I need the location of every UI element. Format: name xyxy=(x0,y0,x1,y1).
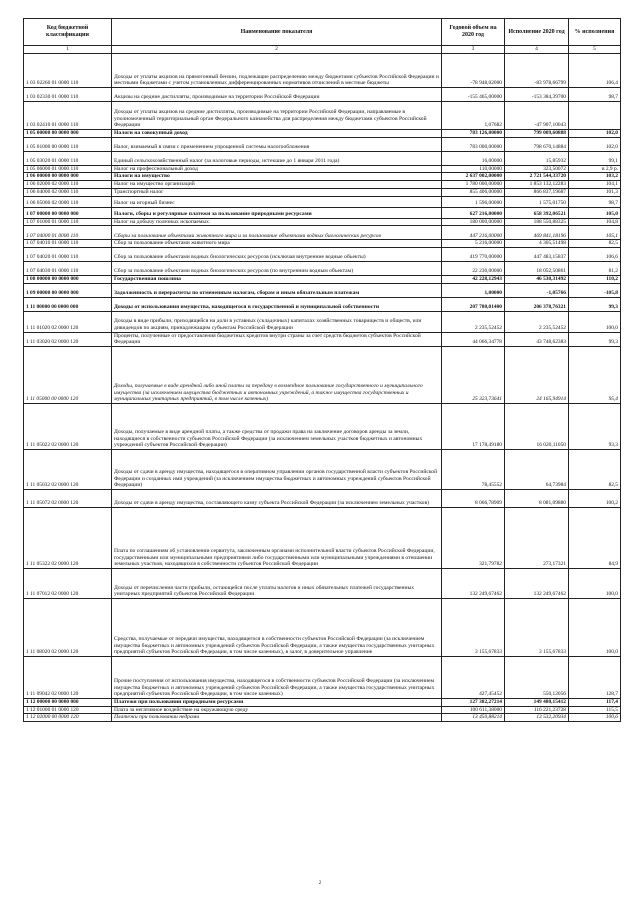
row-code: 1 07 01000 01 0000 110 xyxy=(24,218,112,226)
table-row xyxy=(24,714,621,722)
row-name: Платежи при пользовании недрами xyxy=(112,714,442,722)
row-fact: -1,05766 xyxy=(505,283,569,297)
table-header-row xyxy=(24,19,621,46)
row-name: Доходы, получаемые в виде арендной платы, а также средства от продажи права на заключение договоров аренды за земли, находящиеся в собственности субъектов Российской Федерации (за исключением земельных участков бюджетных и автономных учреждений субъектов Российской Федерации) xyxy=(112,404,442,450)
row-plan: 42 228,12943 xyxy=(442,275,505,283)
table-row xyxy=(24,347,621,404)
row-plan: 783 126,00000 xyxy=(442,130,505,138)
row-name: Платежи при пользовании природными ресурсами xyxy=(112,699,442,707)
row-percent: 100,2 xyxy=(569,490,621,508)
table-row xyxy=(24,311,621,332)
row-percent: 99,1 xyxy=(569,151,621,165)
row-percent: 105,1 xyxy=(569,226,621,240)
row-percent: 93,3 xyxy=(569,404,621,450)
row-code: 1 11 05072 02 0000 120 xyxy=(24,490,112,508)
row-plan: 16,00000 xyxy=(442,151,505,165)
row-percent: 128,7 xyxy=(569,657,621,699)
row-plan: 17 178,49180 xyxy=(442,404,505,450)
row-code: 1 09 00000 00 0000 000 xyxy=(24,283,112,297)
row-name: Плата за негативное воздействие на окружающую среду xyxy=(112,706,442,714)
row-fact: 4 305,51498 xyxy=(505,240,569,248)
column-number-row xyxy=(24,46,621,54)
table-row xyxy=(24,130,621,138)
row-name: Единый сельскохозяйственный налог (за налоговые периоды, истекшие до 1 января 2011 года) xyxy=(112,151,442,165)
column-number: 4 xyxy=(505,46,569,54)
row-name: Доходы, получаемые в виде арендной либо иной платы за передачу в возмездное пользование государственного и муниципального имущества (за исключением имущества бюджетных и автономных учреждений, а также имущества государственных и муниципальных унитарных предприятий, в том числе казенных) xyxy=(112,347,442,404)
row-fact: 16 020,11050 xyxy=(505,404,569,450)
row-percent: 82,5 xyxy=(569,450,621,490)
row-plan: 110,00000 xyxy=(442,165,505,173)
row-fact: 2 235,52452 xyxy=(505,311,569,332)
row-name: Прочие поступления от использования имущества, находящегося в собственности субъектов Российской Федерации (за исключением имущества бюджетных и автономных учреждений субъектов Российской Федерации, а также имущества государственных унитарных предприятий субъектов Российской Федерации, в том числе казенных) xyxy=(112,657,442,699)
table-row xyxy=(24,196,621,207)
row-percent: 106,6 xyxy=(569,247,621,261)
row-plan: 13 450,88214 xyxy=(442,714,505,722)
table-row xyxy=(24,54,621,88)
row-percent: 100,0 xyxy=(569,569,621,599)
row-fact: 1 853 132,12283 xyxy=(505,181,569,189)
row-name: Проценты, полученные от предоставления бюджетных кредитов внутри страны за счет средств бюджетов субъектов Российской Федерации xyxy=(112,332,442,346)
row-name: Сборы за пользование объектами животного мира и за пользование объектами водных биологических ресурсов xyxy=(112,226,442,240)
table-row xyxy=(24,297,621,311)
row-code: 1 12 00000 00 0000 000 xyxy=(24,699,112,707)
row-percent: 100,0 xyxy=(569,311,621,332)
row-fact: 658 392,06521 xyxy=(505,207,569,218)
row-code: 1 07 04020 01 0000 110 xyxy=(24,247,112,261)
table-row xyxy=(24,226,621,240)
row-percent: в 2,9 р. xyxy=(569,165,621,173)
row-percent: 100,6 xyxy=(569,714,621,722)
report-sheet xyxy=(23,18,620,722)
row-code: 1 03 02260 01 0000 110 xyxy=(24,54,112,88)
row-fact: 866 837,19687 xyxy=(505,188,569,196)
row-code: 1 06 02000 02 0000 110 xyxy=(24,181,112,189)
row-fact: 323,50072 xyxy=(505,165,569,173)
column-number: 2 xyxy=(112,46,442,54)
row-plan: 180 000,00000 xyxy=(442,218,505,226)
row-plan: -78 948,02000 xyxy=(442,54,505,88)
row-percent: 102,0 xyxy=(569,137,621,151)
table-row xyxy=(24,151,621,165)
row-code: 1 07 04030 01 0000 110 xyxy=(24,261,112,275)
row-name: Налог на профессиональный доход xyxy=(112,165,442,173)
page-number: 2 xyxy=(318,881,322,886)
row-code: 1 03 02330 01 0000 110 xyxy=(24,88,112,102)
row-fact: 132 249,67462 xyxy=(505,569,569,599)
header-percent: % исполнения xyxy=(569,19,621,46)
row-code: 1 07 04010 01 0000 110 xyxy=(24,240,112,248)
row-name: Задолженность и перерасчеты по отмененным налогам, сборам и иным обязательным платежам xyxy=(112,283,442,297)
row-fact: 469 841,18196 xyxy=(505,226,569,240)
row-code: 1 05 00000 00 0000 000 xyxy=(24,130,112,138)
row-percent: 84,9 xyxy=(569,508,621,569)
row-plan: 1,07682 xyxy=(442,102,505,130)
row-percent: 101,3 xyxy=(569,188,621,196)
row-fact: 24 165,94914 xyxy=(505,347,569,404)
table-row xyxy=(24,332,621,346)
row-code: 1 11 08020 02 0000 120 xyxy=(24,599,112,657)
row-plan: 855 406,00000 xyxy=(442,188,505,196)
row-fact: 149 480,15412 xyxy=(505,699,569,707)
row-plan: 22 230,00000 xyxy=(442,261,505,275)
row-percent: 102,0 xyxy=(569,130,621,138)
row-percent: 99,3 xyxy=(569,297,621,311)
row-name: Акцизы на средние дистилляты, производимые на территории Российской Федерации xyxy=(112,88,442,102)
row-name: Налоги, сборы и регулярные платежи за пользование природными ресурсами xyxy=(112,207,442,218)
row-name: Сбор за пользование объектами водных биологических ресурсов (по внутренним водным объектам) xyxy=(112,261,442,275)
row-name: Налоги на совокупный доход xyxy=(112,130,442,138)
row-code: 1 11 07012 02 0000 120 xyxy=(24,569,112,599)
row-fact: -153 384,39700 xyxy=(505,88,569,102)
row-code: 1 07 00000 00 0000 000 xyxy=(24,207,112,218)
row-plan: 44 066,34778 xyxy=(442,332,505,346)
row-name: Государственная пошлина xyxy=(112,275,442,283)
row-code: 1 11 05022 02 0000 120 xyxy=(24,404,112,450)
row-name: Доходы в виде прибыли, приходящейся на доли в уставных (складочных) капиталах хозяйственных товариществ и обществ, или дивидендов по акциям, принадлежащим субъектам Российской Федерации xyxy=(112,311,442,332)
table-row xyxy=(24,188,621,196)
row-percent xyxy=(569,102,621,130)
row-percent: 104,1 xyxy=(569,181,621,189)
table-row xyxy=(24,706,621,714)
row-code: 1 03 02410 01 0000 110 xyxy=(24,102,112,130)
table-row xyxy=(24,599,621,657)
row-name: Налоги на имущество xyxy=(112,173,442,181)
row-plan: 207 780,01400 xyxy=(442,297,505,311)
row-percent: 117,4 xyxy=(569,699,621,707)
row-percent: 82,5 xyxy=(569,240,621,248)
row-name: Доходы от сдачи в аренду имущества, находящегося в оперативном управлении органов государственной власти субъектов Российской Федерации и созданных ими учреждений (за исключением имущества бюджетных и автономных учреждений субъектов Российской Федерации) xyxy=(112,450,442,490)
row-plan: 8 066,78909 xyxy=(442,490,505,508)
row-code: 1 11 05032 02 0000 120 xyxy=(24,450,112,490)
row-fact: 188 550,88325 xyxy=(505,218,569,226)
row-fact: 206 378,76321 xyxy=(505,297,569,311)
row-plan: 5 216,00000 xyxy=(442,240,505,248)
table-body xyxy=(24,54,621,722)
row-name: Доходы от перечисления части прибыли, остающейся после уплаты налогов и иных обязательных платежей государственных унитарных предприятий субъектов Российской Федерации xyxy=(112,569,442,599)
table-row xyxy=(24,404,621,450)
row-percent: 105,0 xyxy=(569,207,621,218)
row-plan: 25 323,73641 xyxy=(442,347,505,404)
row-plan: 321,79782 xyxy=(442,508,505,569)
header-code: Код бюджетной классификации xyxy=(24,19,112,46)
row-name: Доходы от уплаты акцизов на средние дистилляты, производимые на территории Российской Федерации, направляемые в уполномоченный территориальный орган Федерального казначейства для распределения между бюджетами субъектов Российской Федерации xyxy=(112,102,442,130)
row-plan: 1 780 000,00000 xyxy=(442,181,505,189)
row-name: Средства, получаемые от передачи имущества, находящегося в собственности субъектов Российской Федерации (за исключением имущества бюджетных и автономных учреждений субъектов Российской Федерации, а также имущества государственных унитарных предприятий субъектов Российской Федерации, в том числе казенных), в залог, в доверительное управление xyxy=(112,599,442,657)
row-code: 1 11 05000 00 0000 120 xyxy=(24,347,112,404)
row-percent: 98,7 xyxy=(569,196,621,207)
row-code: 1 06 04000 02 0000 110 xyxy=(24,188,112,196)
row-percent: 99,3 xyxy=(569,332,621,346)
row-plan: 78,45552 xyxy=(442,450,505,490)
table-row xyxy=(24,275,621,283)
table-row xyxy=(24,181,621,189)
row-plan: 2 637 002,00000 xyxy=(442,173,505,181)
row-code: 1 06 05000 02 0000 110 xyxy=(24,196,112,207)
row-percent: 115,5 xyxy=(569,706,621,714)
row-fact: 798 670,14884 xyxy=(505,137,569,151)
row-plan: 783 000,00000 xyxy=(442,137,505,151)
table-row xyxy=(24,657,621,699)
row-name: Доходы от уплаты акцизов на прямогонный бензин, подлежащие распределению между бюджетами субъектов Российской Федерации и местными бюджетами с учетом установленных дифференцированных нормативов отчислений в местные бюджеты xyxy=(112,54,442,88)
row-plan: 1 596,00000 xyxy=(442,196,505,207)
row-name: Транспортный налог xyxy=(112,188,442,196)
row-percent: 81,2 xyxy=(569,261,621,275)
table-row xyxy=(24,207,621,218)
row-plan: 447 216,00000 xyxy=(442,226,505,240)
header-fact: Исполнение 2020 год xyxy=(505,19,569,46)
row-fact: 116 221,23728 xyxy=(505,706,569,714)
header-name: Наименование показателя xyxy=(112,19,442,46)
table-row xyxy=(24,137,621,151)
table-row xyxy=(24,569,621,599)
row-fact: -83 978,66799 xyxy=(505,54,569,88)
row-code: 1 11 09042 02 0000 120 xyxy=(24,657,112,699)
row-fact: 46 530,31492 xyxy=(505,275,569,283)
column-number: 3 xyxy=(442,46,505,54)
row-plan: 100 611,38000 xyxy=(442,706,505,714)
row-percent: 100,0 xyxy=(569,599,621,657)
row-code: 1 05 03020 01 0000 110 xyxy=(24,151,112,165)
row-fact: 64,73984 xyxy=(505,450,569,490)
table-row xyxy=(24,218,621,226)
row-fact: 43 748,62383 xyxy=(505,332,569,346)
row-code: 1 05 01000 00 0000 110 xyxy=(24,137,112,151)
row-name: Сбор за пользование объектами водных биологических ресурсов (исключая внутренние водные объекты) xyxy=(112,247,442,261)
row-fact: 2 721 544,33720 xyxy=(505,173,569,181)
row-code: 1 07 04000 01 0000 110 xyxy=(24,226,112,240)
row-fact: 3 155,67833 xyxy=(505,599,569,657)
row-code: 1 12 02000 00 0000 120 xyxy=(24,714,112,722)
row-plan: 427,45452 xyxy=(442,657,505,699)
table-row xyxy=(24,699,621,707)
row-plan: 1,00000 xyxy=(442,283,505,297)
row-percent: -105,8 xyxy=(569,283,621,297)
table-row xyxy=(24,283,621,297)
header-plan: Годовой объем на 2020 год xyxy=(442,19,505,46)
row-code: 1 11 00000 00 0000 000 xyxy=(24,297,112,311)
row-percent: 106,4 xyxy=(569,54,621,88)
row-code: 1 08 00000 00 0000 000 xyxy=(24,275,112,283)
row-name: Плата по соглашениям об установлении сервитута, заключенным органами исполнительной власти субъектов Российской Федерации, государственными или муниципальными предприятиями либо государственными или муниципальными учреждениями в отношении земельных участков, находящихся в собственности субъектов Российской Федерации xyxy=(112,508,442,569)
row-percent: 95,4 xyxy=(569,347,621,404)
row-fact: 8 081,09880 xyxy=(505,490,569,508)
table-row xyxy=(24,102,621,130)
row-fact: 550,12056 xyxy=(505,657,569,699)
row-code: 1 12 01000 01 0000 120 xyxy=(24,706,112,714)
row-fact: 273,17321 xyxy=(505,508,569,569)
row-fact: 15,85932 xyxy=(505,151,569,165)
table-row xyxy=(24,88,621,102)
table-row xyxy=(24,508,621,569)
row-name: Налог на игорный бизнес xyxy=(112,196,442,207)
table-row xyxy=(24,173,621,181)
table-row xyxy=(24,240,621,248)
row-plan: -155 465,00000 xyxy=(442,88,505,102)
column-number: 1 xyxy=(24,46,112,54)
row-percent: 104,8 xyxy=(569,218,621,226)
row-name: Доходы от использования имущества, находящегося в государственной и муниципальной собственности xyxy=(112,297,442,311)
row-percent: 110,2 xyxy=(569,275,621,283)
row-fact: 1 575,01750 xyxy=(505,196,569,207)
row-code: 1 05 06000 01 0000 110 xyxy=(24,165,112,173)
table-row xyxy=(24,247,621,261)
table-row xyxy=(24,165,621,173)
row-name: Налог, взимаемый в связи с применением упрощенной системы налогообложения xyxy=(112,137,442,151)
row-percent: 98,7 xyxy=(569,88,621,102)
row-name: Налог на добычу полезных ископаемых xyxy=(112,218,442,226)
row-code: 1 06 00000 00 0000 000 xyxy=(24,173,112,181)
row-fact: 13 532,20934 xyxy=(505,714,569,722)
row-name: Налог на имущество организаций xyxy=(112,181,442,189)
row-plan: 3 155,67833 xyxy=(442,599,505,657)
row-plan: 419 770,00000 xyxy=(442,247,505,261)
row-plan: 132 249,67462 xyxy=(442,569,505,599)
row-fact: -47 907,10043 xyxy=(505,102,569,130)
row-code: 1 11 01020 02 0000 120 xyxy=(24,311,112,332)
row-fact: 18 052,50861 xyxy=(505,261,569,275)
row-plan: 127 382,27214 xyxy=(442,699,505,707)
row-code: 1 11 03020 02 0000 120 xyxy=(24,332,112,346)
row-plan: 627 216,00000 xyxy=(442,207,505,218)
row-fact: 799 009,60888 xyxy=(505,130,569,138)
table-row xyxy=(24,490,621,508)
row-name: Доходы от сдачи в аренду имущества, составляющего казну субъекта Российской Федерации (за исключением земельных участков) xyxy=(112,490,442,508)
table-row xyxy=(24,450,621,490)
table-row xyxy=(24,261,621,275)
row-fact: 447 483,15837 xyxy=(505,247,569,261)
column-number: 5 xyxy=(569,46,621,54)
row-name: Сбор за пользование объектами животного мира xyxy=(112,240,442,248)
row-percent: 103,2 xyxy=(569,173,621,181)
revenue-table xyxy=(23,18,621,722)
row-plan: 2 235,52452 xyxy=(442,311,505,332)
row-code: 1 11 05322 02 0000 120 xyxy=(24,508,112,569)
